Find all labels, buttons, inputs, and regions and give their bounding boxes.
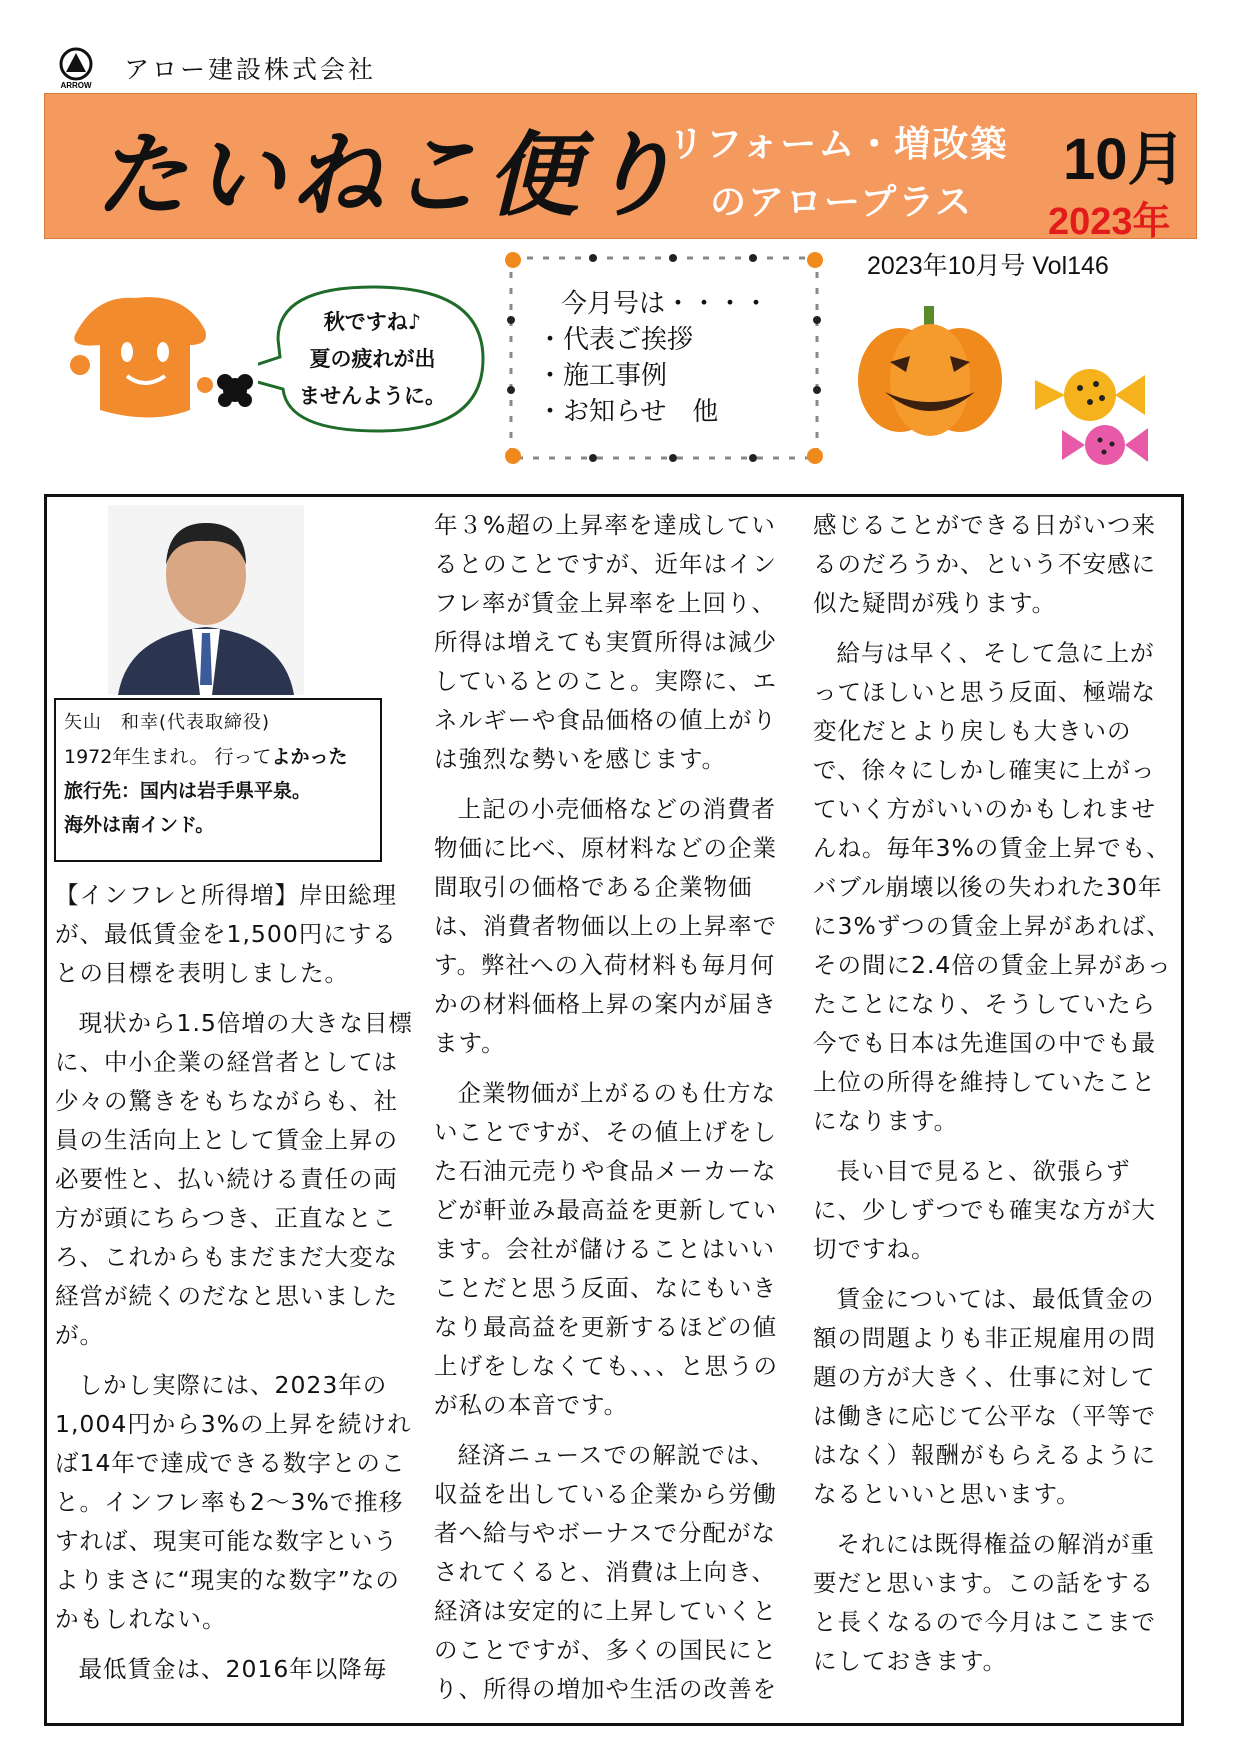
paragraph: 給与は早く、そして急に上がってほしいと思う反面、極端な変化だとより戻しも大きいので、徐々にしかし確実に上がっていく方がいいのかもしれませんね。毎年3%の賃金上昇でも、バブル崩壊以後の失われた30年に3%ずつの賃金上昇があれば、その間に2.4倍の賃金上昇があったことになり、そうしていたら今でも日本は先進国の中でも最上位の所得を維持していたことになります。	[813, 639, 1172, 1135]
paragraph: 経済ニュースでの解説では、収益を出している企業から労働者へ給与やボーナスで分配がなされてくると、消費は上向き、経済は安定的に上昇していくとのことですが、多くの国民にとり、所得の増加や生活の改善を	[434, 1441, 777, 1703]
banner-subtitle-2: のアロープラス	[710, 182, 974, 223]
paragraph: 賃金については、最低賃金の額の問題よりも非正規雇用の問題の方が大きく、仕事に対しては働きに応じて公平な（平等ではなく）報酬がもらえるようになるといいと思います。	[813, 1285, 1156, 1508]
cat-mascot-icon	[55, 290, 265, 430]
toc-item: ・代表ご挨拶	[537, 325, 694, 355]
banner-year: 2023年	[1048, 201, 1171, 243]
ceo-portrait	[108, 505, 304, 695]
paragraph: 最低賃金は、2016年以降毎	[78, 1655, 388, 1683]
speech-line: 夏の疲れが出	[309, 347, 436, 371]
issue-number: 2023年10月号 Vol146	[867, 252, 1109, 280]
title-banner	[44, 93, 1197, 243]
profile-born-bold: よかった	[271, 746, 348, 768]
toc-item: ・お知らせ 他	[537, 397, 719, 427]
profile-travel-domestic: 旅行先：国内は岩手県平泉。	[64, 780, 312, 802]
speech-line: ませんように。	[299, 384, 446, 408]
paragraph: 現状から1.5倍増の大きな目標に、中小企業の経営者としては少々の驚きをもちながらも、社員の生活向上として賃金上昇の必要性と、払い続ける責任の両方が頭にちらつき、正直なところ、これからもまだまだ大変な経営が続くのだなと思いましたが。	[55, 1009, 413, 1349]
jack-o-lantern-icon	[850, 300, 1010, 440]
toc-item: ・施工事例	[537, 361, 668, 391]
logo-label: ARROW	[60, 81, 92, 90]
newsletter-title: たいねこ便り	[95, 121, 684, 229]
company-name: アロー建設株式会社	[124, 55, 377, 84]
profile-travel-overseas: 海外は南インド。	[64, 814, 215, 836]
candy-icon	[1060, 420, 1150, 470]
paragraph: 【インフレと所得増】岸田総理が、最低賃金を1,500円にするとの目標を表明しました。	[55, 881, 398, 987]
paragraph: しかし実際には、2023年の1,004円から3%の上昇を続ければ14年で達成できる数字とのこと。インフレ率も2～3%で推移すれば、現実可能な数字というよりまさに“現実的な数字”なのかもしれない。	[55, 1371, 412, 1633]
table-of-contents	[537, 286, 769, 430]
paragraph: 企業物価が上がるのも仕方ないことですが、その値上げをした石油元売りや食品メーカーなどが軒並み最高益を更新しています。会社が儲けることはいいことだと思う反面、なにもいきなり最高益を更新するほどの値上げをしなくても、、、と思うのが私の本音です。	[434, 1079, 778, 1419]
paragraph: 長い目で見ると、欲張らずに、少しずつでも確実な方が大切ですね。	[813, 1157, 1156, 1263]
banner-subtitle-1: リフォーム・増改築	[668, 124, 1009, 165]
profile-born: 1972年生まれ。 行って	[64, 746, 272, 768]
arrow-logo-icon	[56, 46, 96, 90]
profile-name: 矢山 和幸(代表取締役)	[64, 712, 271, 733]
paragraph: 感じることができる日がいつ来るのだろうか、という不安感に似た疑問が残ります。	[813, 511, 1156, 617]
article-column-1	[55, 876, 413, 1700]
speech-bubble-text	[270, 304, 475, 415]
profile-card	[54, 698, 382, 862]
article-column-3	[813, 506, 1176, 1692]
paragraph: それには既得権益の解消が重要だと思います。この話をすると長くなるので今月はここまでにしておきます。	[813, 1530, 1156, 1675]
paragraph: 年３%超の上昇率を達成しているとのことですが、近年はインフレ率が賃金上昇率を上回り、所得は増えても実質所得は減少しているとのこと。実際に、エネルギーや食品価格の値上がりは強烈な勢いを感じます。	[434, 511, 777, 773]
paragraph: 上記の小売価格などの消費者物価に比べ、原材料などの企業間取引の価格である企業物価は、消費者物価以上の上昇率です。弊社への入荷材料も毎月何かの材料価格上昇の案内が届きます。	[434, 795, 777, 1057]
toc-heading: 今月号は・・・・	[561, 289, 770, 319]
speech-line: 秋ですね♪	[323, 310, 422, 334]
article-column-2	[434, 506, 794, 1720]
banner-month: 10月	[1063, 127, 1186, 192]
